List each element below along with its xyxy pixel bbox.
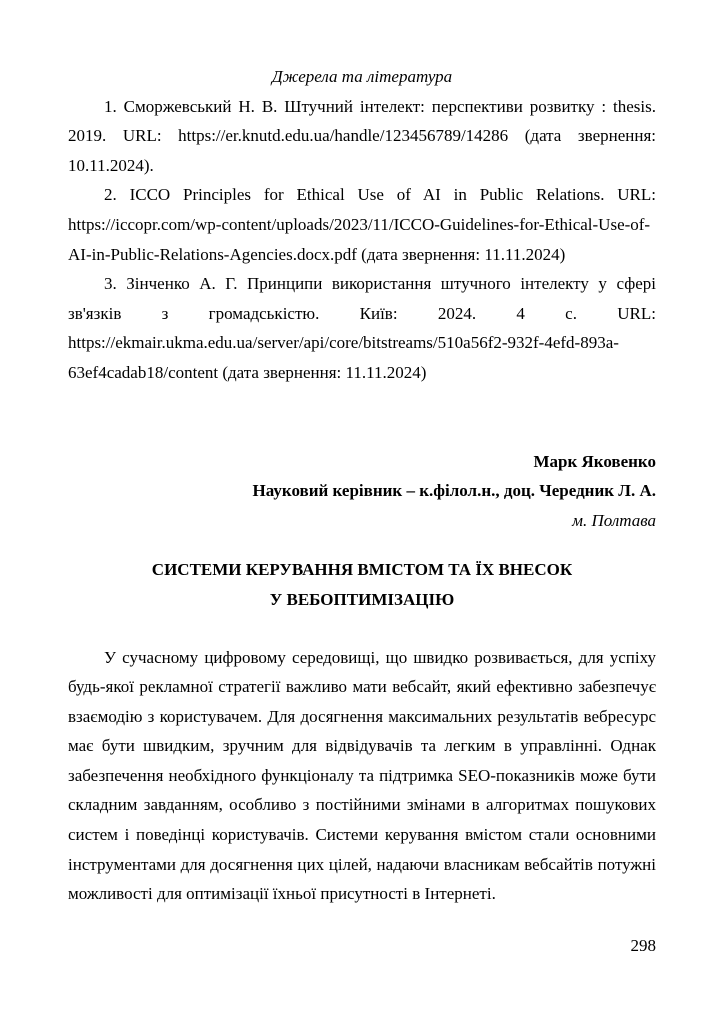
author-name: Марк Яковенко <box>533 451 656 471</box>
article-title <box>68 555 656 614</box>
byline-block <box>68 447 656 536</box>
article-body-paragraph: У сучасному цифровому середовищі, що швидко розвивається, для успіху будь-якої рекламної стратегії важливо мати вебсайт, який ефективно забезпечує взаємодію з користувачем. Для досягнення максимальних результатів вебресурс має бути швидким, зручним для відвідувачів та легким в управлінні. Однак забезпечення необхідного функціоналу та підтримка SEO-показників може бути складним завданням, особливо з постійними змінами в алгоритмах пошукових систем і поведінці користувачів. Системи керування вмістом стали основними інструментами для досягнення цих цілей, надаючи власникам вебсайтів потужні можливості для оптимізації їхньої присутності в Інтернеті. <box>68 647 656 904</box>
reference-item-3: 3. Зінченко А. Г. Принципи використання штучного інтелекту у сфері зв'язків з громадськістю. Київ: 2024. 4 с. URL: https://ekmair.ukma.edu.ua/server/api/core/bitstreams/510a56f2-932f-4efd-893a-63ef4cadab18/content (дата звернення: 11.11.2024) <box>68 274 656 382</box>
article-title-line-2: У ВЕБОПТИМІЗАЦІЮ <box>269 589 455 609</box>
references-heading: Джерела та література <box>271 67 453 86</box>
supervisor-line: Науковий керівник – к.філол.н., доц. Чередник Л. А. <box>252 481 656 501</box>
reference-item-1: 1. Сморжевський Н. В. Штучний інтелект: перспективи розвитку : thesis. 2019. URL: https://er.knutd.edu.ua/handle/123456789/14286 (дата звернення: 10.11.2024). <box>68 96 656 175</box>
reference-item-2: 2. ICCO Principles for Ethical Use of AI in Public Relations. URL: https://iccopr.com/wp-content/uploads/2023/11/ICCO-Guidelines-for-Ethical-Use-of-AI-in-Public-Relations-Agencies.docx.pdf (дата звернення: 11.11.2024) <box>68 185 656 264</box>
references-section <box>68 62 656 388</box>
city-line: м. Полтава <box>572 510 656 530</box>
page-number: 298 <box>630 936 656 955</box>
article-title-line-1: СИСТЕМИ КЕРУВАННЯ ВМІСТОМ ТА ЇХ ВНЕСОК <box>151 560 573 580</box>
